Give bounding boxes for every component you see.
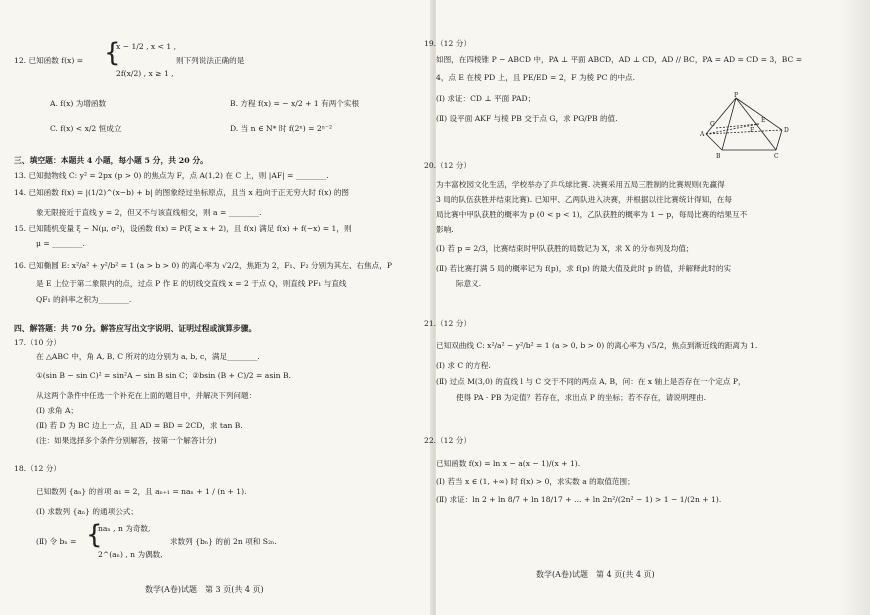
figure-label-d: D [784, 127, 789, 134]
q12-stem: 12. 已知函数 f(x) = [14, 56, 84, 65]
question-13: 13. 已知抛物线 C: y² = 2px (p > 0) 的焦点为 F，点 A(1,2) 在 C 上，则 |AF| = ________. [14, 171, 329, 180]
figure-label-b: B [716, 153, 721, 160]
q19-heading: 19.（12 分） [424, 39, 471, 48]
q18-line3: (Ⅱ) 令 bₙ = [36, 537, 77, 546]
q18-case2: 2^(aₙ) , n 为偶数, [98, 550, 163, 559]
q19-line4: (Ⅱ) 设平面 AKF 与棱 PB 交于点 G，求 PG/PB 的值. [436, 114, 618, 123]
q17-line5: (Ⅱ) 若 D 为 BC 边上一点，且 AD = BD = 2CD，求 tan B. [36, 421, 243, 430]
right-page [424, 0, 870, 615]
q12-case1: x − 1/2 , x < 1 , [116, 42, 177, 51]
q20-line4: 影响. [436, 225, 454, 234]
q12-option-c: C. f(x) < x/2 恒成立 [50, 124, 122, 133]
q18-line2: (Ⅰ) 求数列 {aₙ} 的通项公式； [36, 507, 138, 516]
left-footer: 数学(A卷)试题 第 3 页(共 4 页) [145, 585, 264, 594]
q17-line2: ①(sin B − sin C)² = sin²A − sin B sin C；②bsin (B + C)/2 = asin B. [36, 371, 291, 380]
q18-case1: naₙ , n 为奇数, [98, 524, 151, 533]
q22-heading: 22.（12 分） [424, 436, 471, 445]
figure-label-f: F [750, 127, 755, 134]
q21-line2: (Ⅰ) 求 C 的方程. [436, 361, 491, 370]
q20-heading: 20.（12 分） [424, 161, 471, 170]
q12-brace: { [104, 38, 121, 68]
q20-line1: 为丰富校园文化生活，学校举办了乒乓球比赛. 决赛采用五局三胜制的比赛规则(先赢得 [436, 180, 725, 189]
q21-line3: (Ⅱ) 过点 M(3,0) 的直线 l 与 C 交于不同的两点 A, B，问：在 x 轴上是否存在一个定点 P， [436, 377, 746, 386]
question-16-line2: 是 E 上位于第二象限内的点，过点 P 作 E 的切线交直线 x = 2 于点 Q，则直线 PF₁ 与直线 [36, 279, 347, 288]
q19-line3: (Ⅰ) 求证：CD ⊥ 平面 PAD； [436, 94, 536, 103]
q22-line2: (Ⅰ) 若当 x ∈ (1, +∞) 时 f(x) > 0，求实数 a 的取值范围； [436, 477, 635, 486]
question-16-line1: 16. 已知椭圆 E: x²/a² + y²/b² = 1 (a > b > 0) 的离心率为 √2/2，焦距为 2，F₁、F₂ 分别为其左、右焦点，P [14, 261, 392, 270]
figure-label-g: G [710, 121, 715, 128]
q12-case2: 2f(x/2) , x ≥ 1 , [116, 69, 174, 78]
question-14-line2: 象无限接近于直线 y = 2，但又不与该直线相交，则 a = ________. [36, 208, 262, 217]
q20-line7: 际意义. [456, 279, 482, 288]
q17-line4: (Ⅰ) 求角 A； [36, 406, 79, 415]
q19-line1: 如图，在四棱锥 P − ABCD 中，PA ⊥ 平面 ABCD，AD ⊥ CD，AD // BC，PA = AD = CD = 3，BC = [436, 55, 803, 64]
q18-line1: 已知数列 {aₙ} 的首项 a₁ = 2，且 aₙ₊₁ = naₙ + 1 / (n + 1). [36, 487, 247, 496]
section3-heading: 三、填空题：本题共 4 小题，每小题 5 分，共 20 分。 [14, 156, 208, 165]
figure-label-p: P [734, 92, 739, 99]
q21-line1: 已知双曲线 C: x²/a² − y²/b² = 1 (a > 0, b > 0) 的离心率为 √5/2，焦点到渐近线的距离为 1. [436, 341, 758, 350]
right-footer: 数学(A卷)试题 第 4 页(共 4 页) [536, 570, 655, 579]
q20-line5: (Ⅰ) 若 p = 2/3，比赛结束时甲队获胜的局数记为 X，求 X 的分布列及均值； [436, 244, 694, 253]
figure-label-e: E [761, 117, 766, 124]
figure-label-a: A [700, 131, 705, 138]
q22-line3: (Ⅱ) 求证：ln 2 + ln 8/7 + ln 18/17 + … + ln 2n²/(2n² − 1) > 1 − 1/(2n + 1). [436, 495, 722, 504]
question-14-line1: 14. 已知函数 f(x) = |(1/2)^(x−b) + b| 的图象经过坐标原点，且当 x 趋向于正无穷大时 f(x) 的图 [14, 188, 350, 197]
q20-line2: 3 局的队伍获胜并结束比赛). 已知甲、乙两队进入决赛，并根据以往比赛统计得知，在每 [436, 195, 732, 204]
figure-label-c: C [774, 153, 779, 160]
q12-option-b: B. 方程 f(x) = − x/2 + 1 有两个实根 [230, 99, 360, 108]
q20-line3: 局比赛中甲队获胜的概率为 p (0 < p < 1)，乙队获胜的概率为 1 − p，每局比赛的结果互不 [436, 210, 748, 219]
q12-tail: 则下列说法正确的是 [176, 56, 245, 65]
pyramid-figure [686, 92, 796, 162]
q22-line1: 已知函数 f(x) = ln x − a(x − 1)/(x + 1). [436, 459, 581, 468]
q17-heading: 17.（10 分） [14, 338, 61, 347]
q18-brace: { [86, 520, 103, 550]
section4-heading: 四、解答题：共 70 分。解答应写出文字说明、证明过程或演算步骤。 [14, 324, 257, 333]
q17-line1: 在 △ABC 中，角 A, B, C 所对的边分别为 a, b, c，满足________. [36, 352, 260, 361]
left-page [0, 0, 432, 615]
q12-option-d: D. 当 n ∈ N* 时 f(2ⁿ) = 2ⁿ⁻² [230, 124, 333, 133]
q17-line6: (注：如果选择多个条件分别解答，按第一个解答计分) [36, 436, 217, 445]
q21-line4: 使得 PA · PB 为定值？若存在，求出点 P 的坐标；若不存在，请说明理由. [456, 393, 707, 402]
q21-heading: 21.（12 分） [424, 319, 471, 328]
question-15-line2: μ = ________. [36, 239, 85, 248]
q19-line2: 4，点 E 在棱 PD 上，且 PE/ED = 2，F 为棱 PC 的中点. [436, 73, 636, 82]
question-15-line1: 15. 已知随机变量 ξ ~ N(μ, σ²)，设函数 f(x) = P(ξ ≥ x + 2)，且 f(x) 满足 f(x) + f(−x) = 1，则 [14, 224, 352, 233]
question-16-line3: QF₁ 的斜率之积为________. [36, 295, 132, 304]
q18-line3b: 求数列 {bₙ} 的前 2n 项和 S₂ₙ. [170, 537, 277, 546]
q17-line3: 从这两个条件中任选一个补充在上面的题目中，并解决下列问题： [36, 391, 257, 400]
q20-line6: (Ⅱ) 若比赛打满 5 局的概率记为 f(p)，求 f(p) 的最大值及此时 p 的值，并解释此时的实 [436, 264, 732, 273]
scan-shadow [840, 0, 870, 615]
q12-option-a: A. f(x) 为增函数 [50, 99, 107, 108]
q18-heading: 18.（12 分） [14, 464, 61, 473]
